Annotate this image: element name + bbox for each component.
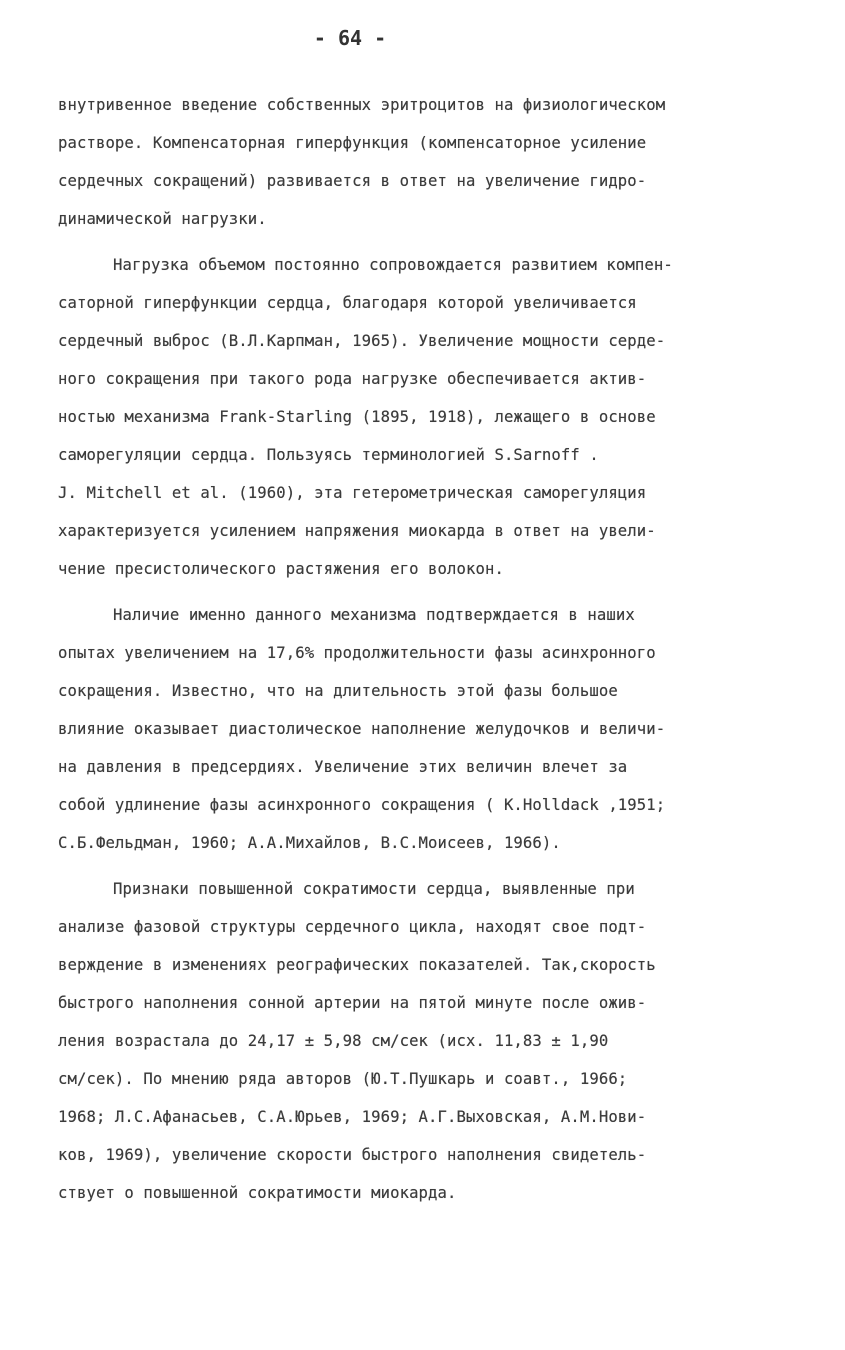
text-line: собой удлинение фазы асинхронного сокращения ( K.Holldack ,1951; [58, 796, 666, 814]
text-line: ностью механизма Frank-Starling (1895, 1918), лежащего в основе [58, 408, 656, 426]
paragraph-3 [58, 596, 788, 862]
text-line: J. Mitchell et al. (1960), эта гетерометрическая саморегуляция [58, 484, 647, 502]
text-line: ного сокращения при такого рода нагрузке обеспечивается актив- [58, 370, 647, 388]
text-line: С.Б.Фельдман, 1960; А.А.Михайлов, В.С.Моисеев, 1966). [58, 834, 561, 852]
text-line: анализе фазовой структуры сердечного цикла, находят свое подт- [58, 918, 647, 936]
text-line: Признаки повышенной сократимости сердца, выявленные при [113, 880, 635, 898]
text-line: саторной гиперфункции сердца, благодаря которой увеличивается [58, 294, 637, 312]
text-line: саморегуляции сердца. Пользуясь терминологией S.Sarnoff . [58, 446, 599, 464]
text-line: сердечных сокращений) развивается в ответ на увеличение гидро- [58, 172, 647, 190]
text-line: верждение в изменениях реографических показателей. Так,скорость [58, 956, 656, 974]
text-line: сокращения. Известно, что на длительность этой фазы большое [58, 682, 618, 700]
text-line: ления возрастала до 24,17 ± 5,98 см/сек (исх. 11,83 ± 1,90 [58, 1032, 609, 1050]
text-line: внутривенное введение собственных эритроцитов на физиологическом [58, 96, 666, 114]
text-line: ков, 1969), увеличение скорости быстрого наполнения свидетель- [58, 1146, 647, 1164]
text-line: характеризуется усилением напряжения миокарда в ответ на увели- [58, 522, 656, 540]
text-line: Наличие именно данного механизма подтверждается в наших [113, 606, 635, 624]
paragraph-2 [58, 246, 788, 588]
text-line: опытах увеличением на 17,6% продолжительности фазы асинхронного [58, 644, 656, 662]
paragraph-1 [58, 86, 788, 238]
page-number: - 64 - [313, 26, 387, 50]
text-line: ствует о повышенной сократимости миокарда. [58, 1184, 457, 1202]
text-line: сердечный выброс (В.Л.Карпман, 1965). Увеличение мощности серде- [58, 332, 666, 350]
text-line: растворе. Компенсаторная гиперфункция (компенсаторное усиление [58, 134, 647, 152]
text-line: 1968; Л.С.Афанасьев, С.А.Юрьев, 1969; А.Г.Выховская, А.М.Нови- [58, 1108, 647, 1126]
text-line: динамической нагрузки. [58, 210, 267, 228]
paragraph-4 [58, 870, 788, 1212]
text-line: на давления в предсердиях. Увеличение этих величин влечет за [58, 758, 628, 776]
body-text [58, 86, 788, 1220]
text-line: быстрого наполнения сонной артерии на пятой минуте после ожив- [58, 994, 647, 1012]
text-line: см/сек). По мнению ряда авторов (Ю.Т.Пушкарь и соавт., 1966; [58, 1070, 628, 1088]
text-line: Нагрузка объемом постоянно сопровождается развитием компен- [113, 256, 673, 274]
text-line: влияние оказывает диастолическое наполнение желудочков и величи- [58, 720, 666, 738]
text-line: чение пресистолического растяжения его волокон. [58, 560, 504, 578]
